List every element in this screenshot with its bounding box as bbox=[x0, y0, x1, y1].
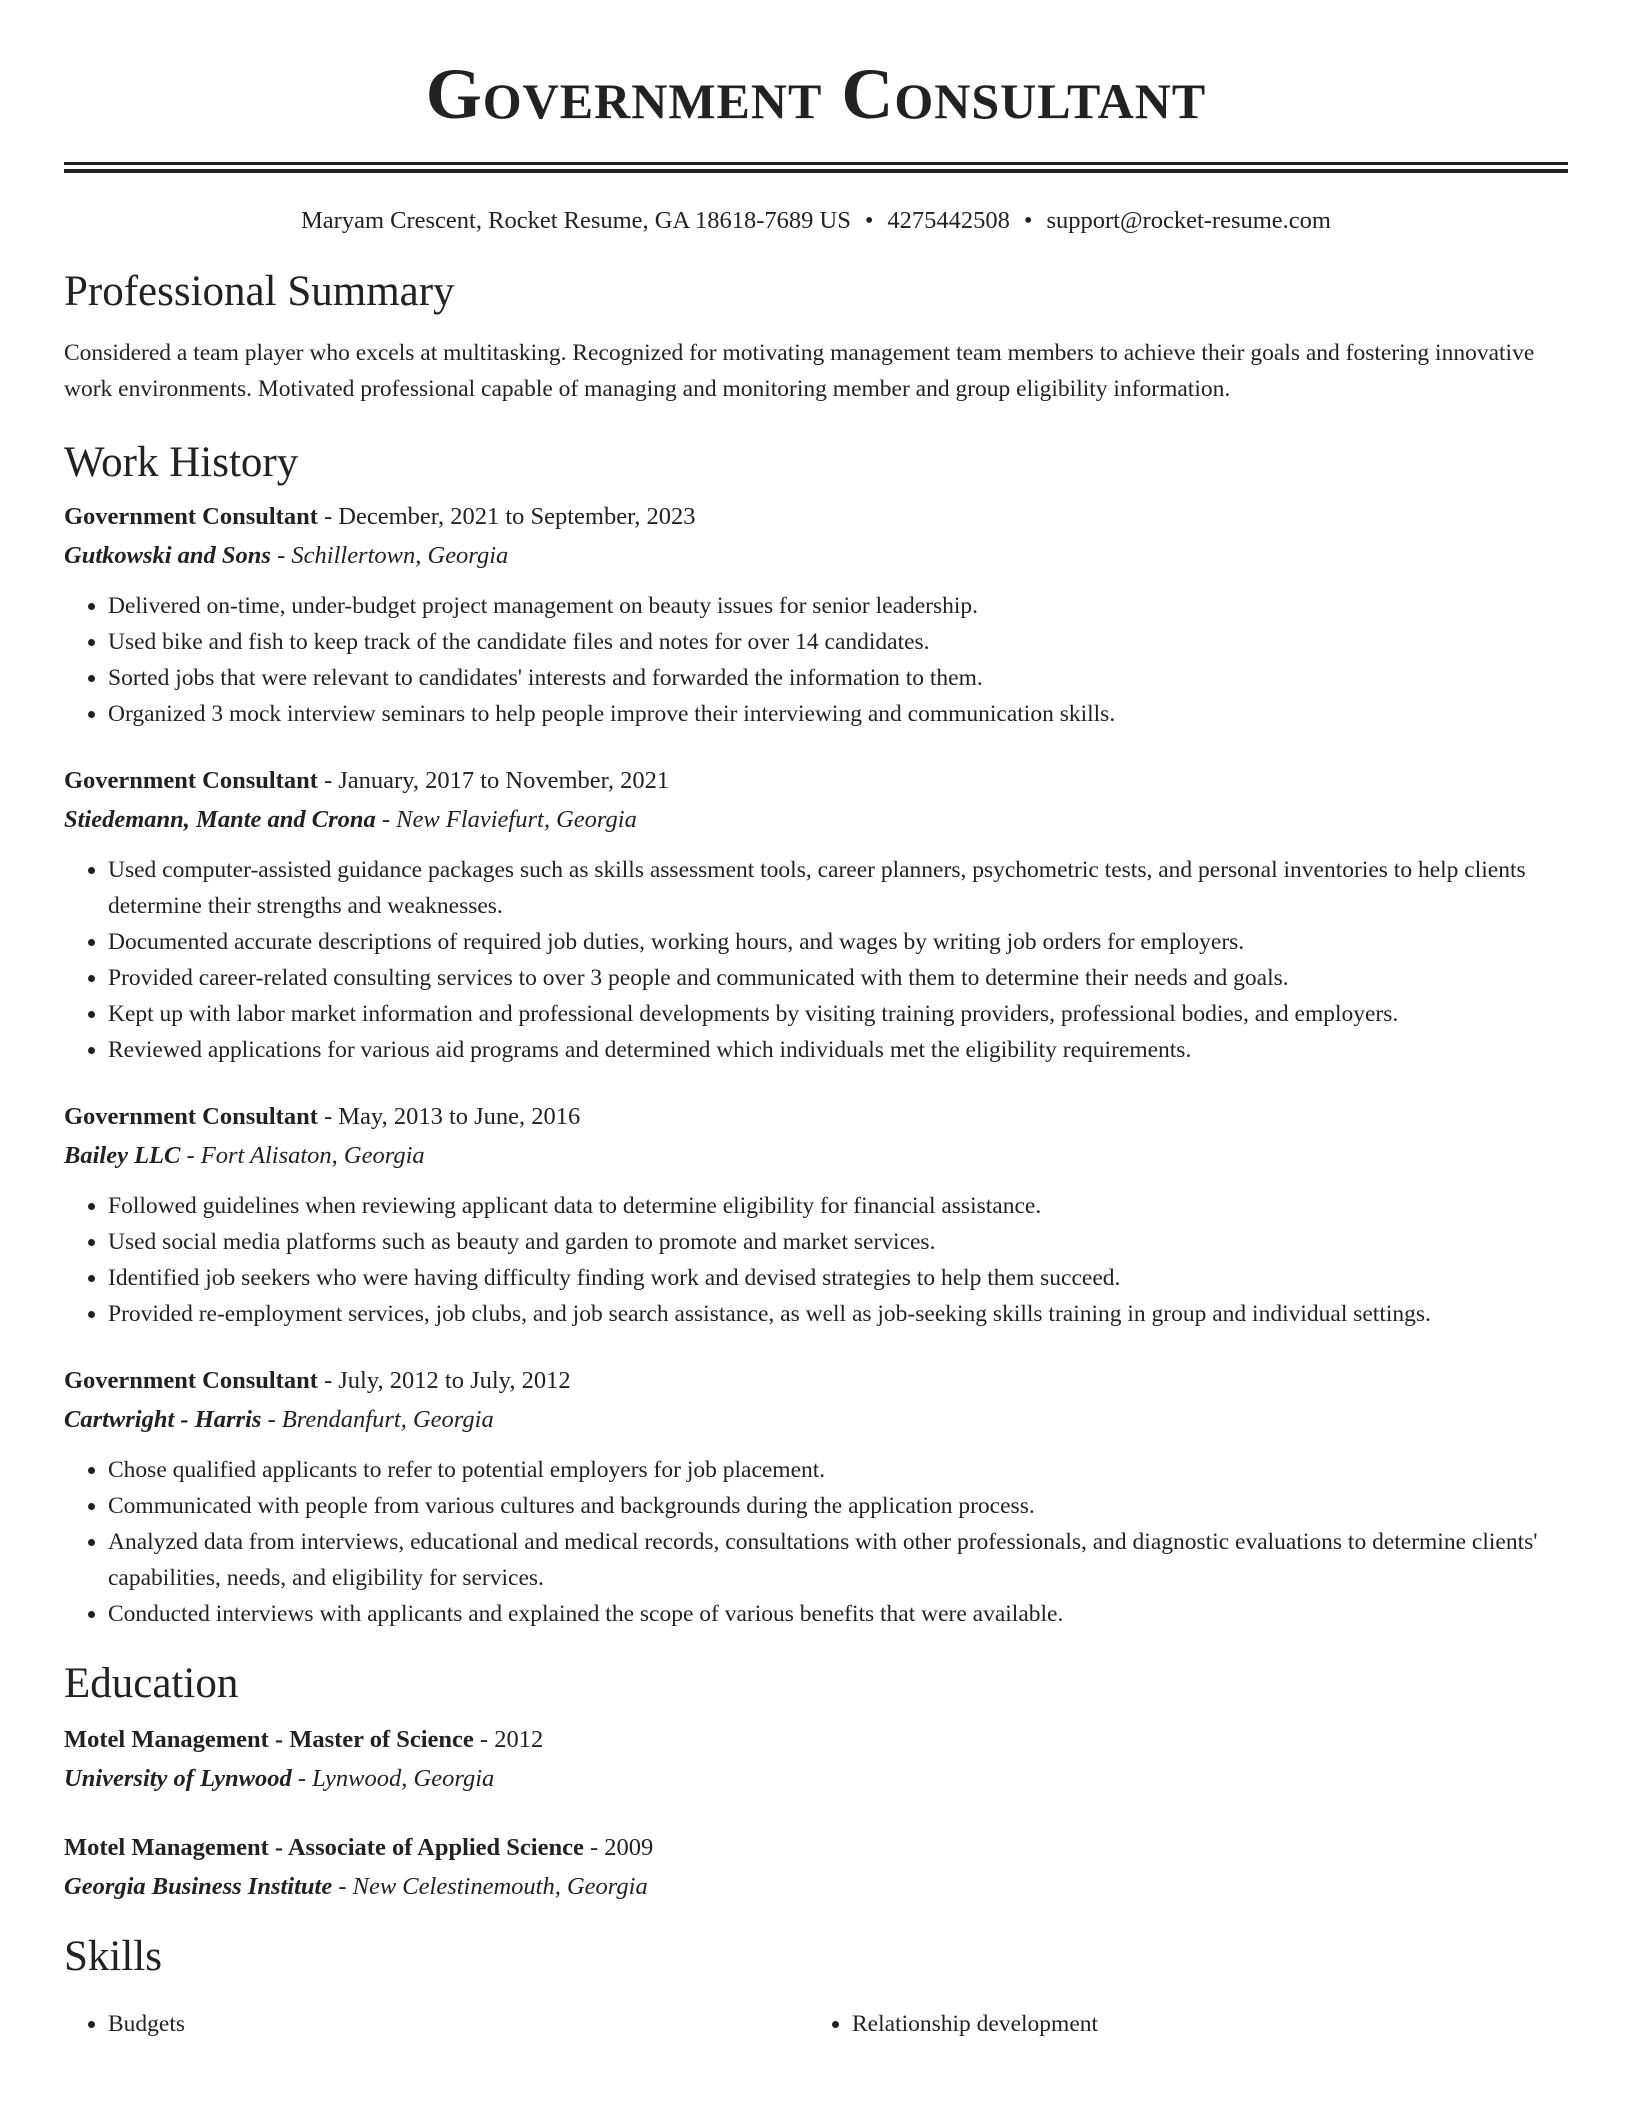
job-bullet: • Identified job seekers who were having difficulty finding work and devised strategies to help them succeed. bbox=[108, 1260, 1568, 1296]
job-location: - New Flaviefurt, Georgia bbox=[375, 805, 637, 833]
job-title: Government Consultant bbox=[64, 766, 318, 794]
contact-email[interactable]: support@rocket-resume.com bbox=[1046, 207, 1331, 234]
job-title-line bbox=[64, 1098, 1568, 1136]
school-line bbox=[64, 1759, 1568, 1799]
degree-name: Motel Management - Associate of Applied Science bbox=[64, 1833, 584, 1861]
job-bullet: • Kept up with labor market information and professional developments by visiting training providers, professional bodies, and employers. bbox=[108, 996, 1568, 1032]
skills-column-left bbox=[64, 2006, 808, 2042]
job-bullet: • Reviewed applications for various aid programs and determined which individuals met the eligibility requirements. bbox=[108, 1032, 1568, 1068]
job-bullet: • Delivered on-time, under-budget project management on beauty issues for senior leadership. bbox=[108, 588, 1568, 624]
job-company: Cartwright - Harris bbox=[64, 1405, 262, 1433]
job-dates: - May, 2013 to June, 2016 bbox=[317, 1102, 581, 1130]
job-bullets bbox=[64, 1188, 1568, 1332]
contact-separator: • bbox=[864, 207, 874, 234]
education-entry bbox=[64, 1721, 1568, 1799]
title-divider bbox=[64, 162, 1568, 173]
contact-phone: 4275442508 bbox=[887, 207, 1010, 234]
work-history-heading: Work History bbox=[64, 438, 299, 486]
school-location: - New Celestinemouth, Georgia bbox=[332, 1872, 648, 1900]
school-location: - Lynwood, Georgia bbox=[291, 1764, 495, 1792]
job-company: Gutkowski and Sons bbox=[64, 541, 271, 569]
job-bullet: • Communicated with people from various cultures and backgrounds during the application process. bbox=[108, 1488, 1568, 1524]
job-bullet: • Used computer-assisted guidance packages such as skills assessment tools, career planners, psychometric tests, and personal inventories to help clients determine their strengths and weaknesses. bbox=[108, 852, 1568, 924]
degree-year: - 2012 bbox=[473, 1725, 544, 1753]
degree-year: - 2009 bbox=[583, 1833, 654, 1861]
job-bullet: • Documented accurate descriptions of required job duties, working hours, and wages by writing job orders for employers. bbox=[108, 924, 1568, 960]
school-name: Georgia Business Institute bbox=[64, 1872, 333, 1900]
job-bullet: • Conducted interviews with applicants and explained the scope of various benefits that were available. bbox=[108, 1596, 1568, 1632]
contact-separator: • bbox=[1023, 207, 1033, 234]
job-bullet: • Used bike and fish to keep track of the candidate files and notes for over 14 candidates. bbox=[108, 624, 1568, 660]
job-bullet: • Chose qualified applicants to refer to potential employers for job placement. bbox=[108, 1452, 1568, 1488]
summary-heading: Professional Summary bbox=[64, 267, 455, 315]
degree-line bbox=[64, 1721, 1568, 1759]
education-entry bbox=[64, 1829, 1568, 1907]
job-dates: - January, 2017 to November, 2021 bbox=[317, 766, 670, 794]
job-title-line bbox=[64, 1362, 1568, 1400]
summary-text: Considered a team player who excels at multitasking. Recognized for motivating management team members to achieve their goals and fostering innovative work environments. Motivated professional capable of managing and monitoring member and group eligibility information. bbox=[64, 339, 1535, 402]
spacer bbox=[64, 1068, 1568, 1098]
spacer bbox=[64, 1332, 1568, 1362]
job-title-line bbox=[64, 498, 1568, 536]
job-bullet: • Analyzed data from interviews, educational and medical records, consultations with other professionals, and diagnostic evaluations to determine clients' capabilities, needs, and eligibility for services. bbox=[108, 1524, 1568, 1596]
job-dates: - July, 2012 to July, 2012 bbox=[317, 1366, 571, 1394]
job-title-line bbox=[64, 762, 1568, 800]
job-entry bbox=[64, 1362, 1568, 1632]
job-title: Government Consultant bbox=[64, 502, 318, 530]
resume-title: Government Consultant bbox=[425, 54, 1207, 134]
job-company-line bbox=[64, 536, 1568, 576]
job-bullet: • Followed guidelines when reviewing applicant data to determine eligibility for financial assistance. bbox=[108, 1188, 1568, 1224]
job-bullet: • Provided career-related consulting services to over 3 people and communicated with them to determine their needs and goals. bbox=[108, 960, 1568, 996]
skill-item: • Relationship development bbox=[852, 2006, 1552, 2042]
contact-line bbox=[64, 209, 1568, 234]
degree-name: Motel Management - Master of Science bbox=[64, 1725, 474, 1753]
job-bullet: • Organized 3 mock interview seminars to help people improve their interviewing and communication skills. bbox=[108, 696, 1568, 732]
job-bullet: • Provided re-employment services, job clubs, and job search assistance, as well as job-seeking skills training in group and individual settings. bbox=[108, 1296, 1568, 1332]
school-line bbox=[64, 1867, 1568, 1907]
skills-list bbox=[64, 2006, 1568, 2042]
job-bullets bbox=[64, 852, 1568, 1068]
school-name: University of Lynwood bbox=[64, 1764, 292, 1792]
job-bullets bbox=[64, 1452, 1568, 1632]
job-title: Government Consultant bbox=[64, 1102, 318, 1130]
job-company-line bbox=[64, 1136, 1568, 1176]
job-location: - Fort Alisaton, Georgia bbox=[180, 1141, 425, 1169]
skills-column-right bbox=[808, 2006, 1552, 2042]
job-company: Bailey LLC bbox=[64, 1141, 181, 1169]
job-entry bbox=[64, 498, 1568, 732]
job-location: - Brendanfurt, Georgia bbox=[261, 1405, 494, 1433]
job-entry bbox=[64, 1098, 1568, 1332]
education-heading: Education bbox=[64, 1659, 239, 1707]
skill-item: • Budgets bbox=[108, 2006, 808, 2042]
job-dates: - December, 2021 to September, 2023 bbox=[317, 502, 696, 530]
skills-heading: Skills bbox=[64, 1932, 162, 1980]
contact-address: Maryam Crescent, Rocket Resume, GA 18618-7689 US bbox=[301, 207, 851, 234]
spacer bbox=[64, 732, 1568, 762]
degree-line bbox=[64, 1829, 1568, 1867]
job-company-line bbox=[64, 800, 1568, 840]
job-bullets bbox=[64, 588, 1568, 732]
job-entry bbox=[64, 762, 1568, 1068]
job-title: Government Consultant bbox=[64, 1366, 318, 1394]
job-location: - Schillertown, Georgia bbox=[270, 541, 509, 569]
job-bullet: • Used social media platforms such as beauty and garden to promote and market services. bbox=[108, 1224, 1568, 1260]
job-company: Stiedemann, Mante and Crona bbox=[64, 805, 376, 833]
job-company-line bbox=[64, 1400, 1568, 1440]
job-bullet: • Sorted jobs that were relevant to candidates' interests and forwarded the information to them. bbox=[108, 660, 1568, 696]
